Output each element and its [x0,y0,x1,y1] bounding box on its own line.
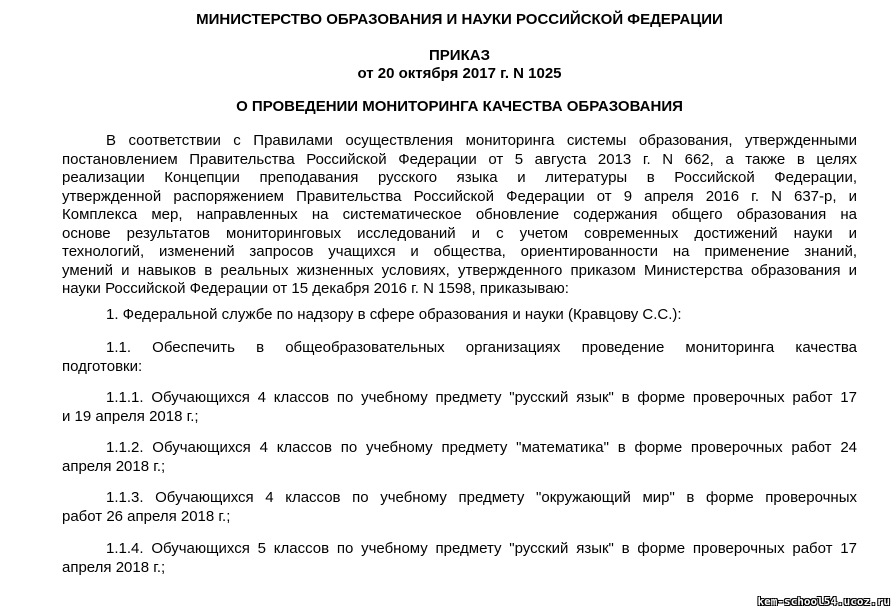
paragraph-item-1-1-1 [62,389,857,426]
intro-line: умений и навыков в реальных жизненных условиях, утвержденного приказом Министерства образования и [62,261,857,279]
item-1-1-2-line: апреля 2018 г.; [62,457,166,475]
order-date-number: от 20 октября 2017 г. N 1025 [357,65,562,82]
intro-line: реализации Концепции преподавания русского языка и литературы в Российской Федерации, [62,169,857,186]
paragraph-item-1-1-3 [62,489,857,526]
item-1-1-1-line: и 19 апреля 2018 г.; [62,407,199,425]
intro-line: утвержденной распоряжением Правительства Российской Федерации от 9 апреля 2016 г. N 637-р, и [62,187,857,205]
item-1-1-3-line: работ 26 апреля 2018 г.; [62,507,231,525]
order-title: ПРИКАЗ [429,47,490,64]
site-watermark: kem-school54.ucoz.ru [757,595,890,608]
intro-line: Комплекса мер, направленных на систематическое обновление содержания общего образования на [62,206,857,223]
item-1-1-line: 1.1. Обеспечить в общеобразовательных организациях проведение мониторинга качества [106,339,857,356]
item-1-1-3-line: 1.1.3. Обучающихся 4 классов по учебному предмету "окружающий мир" в форме проверочных [106,489,857,506]
intro-line: В соответствии с Правилами осуществления мониторинга системы образования, утвержденными [106,132,857,149]
intro-line: науки Российской Федерации от 15 декабря 2016 г. N 1598, приказываю: [62,280,569,297]
item-1-line: 1. Федеральной службе по надзору в сфере образования и науки (Кравцову С.С.): [106,306,682,323]
paragraph-item-1 [62,306,857,325]
intro-line: технологий, изменений запросов учащихся и общества, ориентированности на применение знаний, [62,243,857,260]
intro-paragraph [62,132,857,299]
paragraph-item-1-1-2 [62,439,857,476]
item-1-1-line: подготовки: [62,357,143,375]
paragraph-item-1-1-4 [62,540,857,577]
paragraph-item-1-1 [62,339,857,376]
intro-line: основе результатов мониторинговых исследований и с учетом современных достижений науки и [62,224,857,242]
item-1-1-1-line: 1.1.1. Обучающихся 4 классов по учебному предмету "русский язык" в форме проверочных работ 17 [106,389,857,406]
order-subject: О ПРОВЕДЕНИИ МОНИТОРИНГА КАЧЕСТВА ОБРАЗОВАНИЯ [236,98,683,115]
ministry-heading: МИНИСТЕРСТВО ОБРАЗОВАНИЯ И НАУКИ РОССИЙСКОЙ ФЕДЕРАЦИИ [196,11,723,28]
intro-line: постановлением Правительства Российской Федерации от 5 августа 2013 г. N 662, а также в целях [62,150,857,168]
item-1-1-4-line: 1.1.4. Обучающихся 5 классов по учебному предмету "русский язык" в форме проверочных работ 17 [106,540,857,557]
item-1-1-2-line: 1.1.2. Обучающихся 4 классов по учебному предмету "математика" в форме проверочных работ 24 [106,439,857,456]
item-1-1-4-line: апреля 2018 г.; [62,558,166,576]
document-page [62,0,857,610]
